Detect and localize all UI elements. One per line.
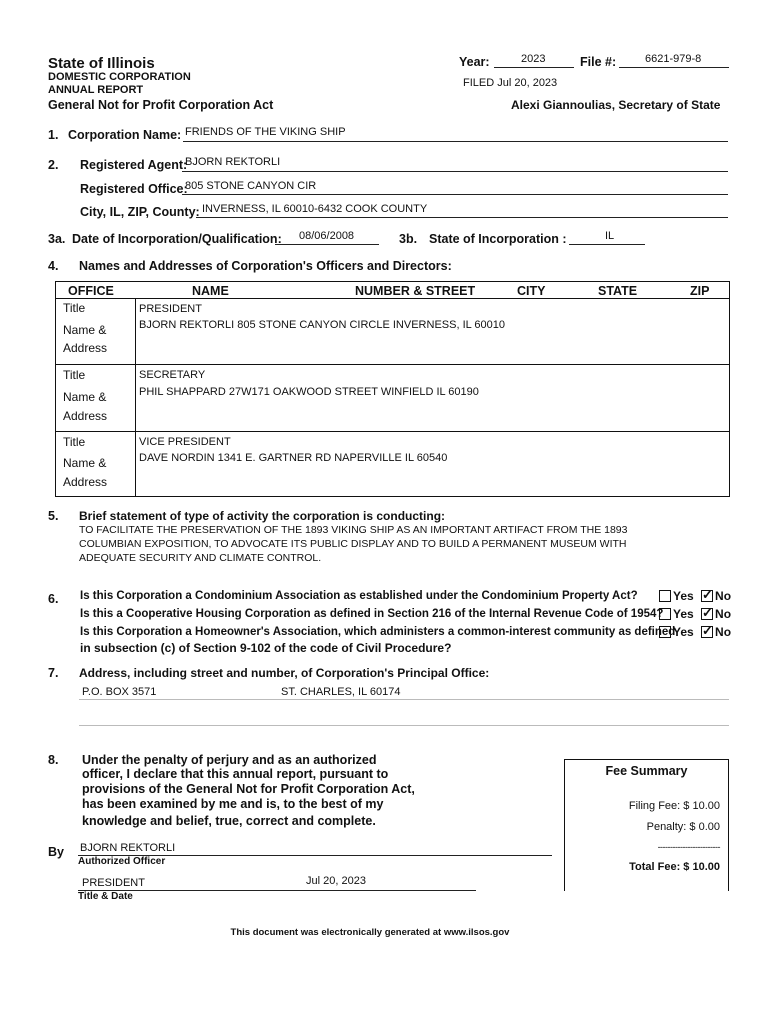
- col-name: NAME: [192, 284, 229, 298]
- answer-condo: [655, 589, 731, 603]
- fee-divider: -------------------------: [657, 842, 720, 852]
- officer-name-label: Name &: [63, 323, 107, 337]
- fee-summary-title: Fee Summary: [605, 764, 688, 778]
- secretary-of-state: Alexi Giannoulias, Secretary of State: [511, 98, 721, 112]
- declaration-line1: Under the penalty of perjury and as an authorized: [82, 753, 377, 767]
- activity-line2: COLUMBIAN EXPOSITION, TO ADVOCATE ITS PUBLIC DISPLAY AND TO BUILD A PERMANENT MUSEUM WITH: [79, 538, 627, 550]
- by-label: By: [48, 845, 64, 859]
- office-label: Registered Office:: [80, 182, 188, 196]
- no-label: No: [715, 625, 732, 639]
- total-fee: Total Fee: $ 10.00: [629, 861, 720, 873]
- officers-row-line: [136, 298, 730, 299]
- officers-row-line: [55, 298, 136, 299]
- principal-city: ST. CHARLES, IL 60174: [281, 686, 401, 698]
- activity-label: Brief statement of type of activity the corporation is conducting:: [79, 509, 446, 523]
- corp-name-value: FRIENDS OF THE VIKING SHIP: [185, 126, 346, 138]
- incorp-date-value: 08/06/2008: [299, 230, 355, 242]
- incorp-state-label: State of Incorporation :: [429, 232, 567, 246]
- item-5-number: 5.: [48, 509, 59, 523]
- col-zip: ZIP: [690, 284, 710, 298]
- officer-title: PRESIDENT: [82, 877, 145, 889]
- corp-name-label: Corporation Name:: [68, 128, 182, 142]
- officer-title-value: SECRETARY: [139, 369, 206, 381]
- question-hoa-1: Is this Corporation a Homeowner's Association, which administers a common-interest community as defined: [80, 626, 676, 638]
- filed-stamp: FILED Jul 20, 2023: [463, 77, 558, 89]
- principal-line: [79, 699, 729, 700]
- no-label: No: [715, 607, 732, 621]
- officer-detail-value: BJORN REKTORLI 805 STONE CANYON CIRCLE INVERNESS, IL 60010: [139, 319, 505, 331]
- authorized-officer-caption: Authorized Officer: [78, 856, 166, 867]
- no-checkbox[interactable]: [701, 590, 713, 602]
- officer-title-value: VICE PRESIDENT: [139, 436, 231, 448]
- agent-label: Registered Agent:: [80, 158, 188, 172]
- incorp-state-line: [569, 244, 645, 245]
- yes-label: Yes: [673, 607, 694, 621]
- yes-label: Yes: [673, 625, 694, 639]
- item-8-number: 8.: [48, 753, 59, 767]
- col-state: STATE: [598, 284, 638, 298]
- yes-checkbox[interactable]: [659, 590, 671, 602]
- officer-detail-value: PHIL SHAPPARD 27W171 OAKWOOD STREET WINFIELD IL 60190: [139, 386, 479, 398]
- office-value: 805 STONE CANYON CIR: [185, 180, 317, 192]
- question-condo: Is this Corporation a Condominium Association as established under the Condominium Property Act?: [80, 590, 638, 602]
- officer-title-label: Title: [63, 435, 86, 449]
- no-label: No: [715, 589, 732, 603]
- filing-fee: Filing Fee: $ 10.00: [628, 800, 720, 812]
- principal-label: Address, including street and number, of Corporation's Principal Office:: [79, 666, 490, 680]
- year-label: Year:: [459, 55, 490, 69]
- corp-name-line: [183, 141, 728, 142]
- activity-line3: ADEQUATE SECURITY AND CLIMATE CONTROL.: [79, 552, 322, 564]
- answer-coop: [655, 607, 731, 621]
- officers-title: Names and Addresses of Corporation's Officers and Directors:: [79, 259, 452, 273]
- title-date-line: [78, 890, 476, 891]
- col-city: CITY: [517, 284, 546, 298]
- no-checkbox[interactable]: [701, 626, 713, 638]
- yes-label: Yes: [673, 589, 694, 603]
- act-name: General Not for Profit Corporation Act: [48, 98, 274, 112]
- activity-line1: TO FACILITATE THE PRESERVATION OF THE 1893 VIKING SHIP AS AN IMPORTANT ARTIFACT FROM THE 1893: [79, 524, 628, 536]
- file-line: [619, 67, 729, 68]
- question-coop: Is this a Cooperative Housing Corporation as defined in Section 216 of the Internal Revenue Code of 1954?: [80, 608, 664, 620]
- item-4-number: 4.: [48, 259, 59, 273]
- officer-title-label: Title: [63, 301, 86, 315]
- year-value: 2023: [521, 53, 546, 65]
- incorp-date-label: Date of Incorporation/Qualification:: [72, 232, 282, 246]
- officer-address-label: Address: [63, 475, 108, 489]
- title-date-caption: Title & Date: [78, 891, 133, 902]
- footer-note: This document was electronically generated at www.ilsos.gov: [230, 927, 510, 938]
- yes-checkbox[interactable]: [659, 608, 671, 620]
- signature-date: Jul 20, 2023: [306, 875, 366, 887]
- officers-col-divider: [135, 298, 136, 497]
- file-label: File #:: [580, 55, 617, 69]
- declaration-line2: officer, I declare that this annual report, pursuant to: [82, 767, 389, 781]
- authorized-officer-name: BJORN REKTORLI: [80, 842, 176, 854]
- incorp-state-value: IL: [605, 230, 615, 242]
- state-title: State of Illinois: [48, 55, 155, 72]
- principal-street: P.O. BOX 3571: [82, 686, 157, 698]
- officers-row-line: [55, 431, 730, 432]
- report-type-line1: DOMESTIC CORPORATION: [48, 71, 191, 83]
- yes-checkbox[interactable]: [659, 626, 671, 638]
- principal-line-2: [79, 725, 729, 726]
- item-1-number: 1.: [48, 128, 59, 142]
- city-label: City, IL, ZIP, County:: [80, 205, 200, 219]
- item-3b-number: 3b.: [399, 232, 418, 246]
- no-checkbox[interactable]: [701, 608, 713, 620]
- officer-name-label: Name &: [63, 456, 107, 470]
- agent-value: BJORN REKTORLI: [185, 156, 281, 168]
- report-type-line2: ANNUAL REPORT: [48, 84, 144, 96]
- city-line: [196, 217, 728, 218]
- col-street: NUMBER & STREET: [355, 284, 476, 298]
- officers-row-line: [55, 364, 730, 365]
- officer-name-label: Name &: [63, 390, 107, 404]
- officer-title-label: Title: [63, 368, 86, 382]
- officer-address-label: Address: [63, 409, 108, 423]
- office-line: [182, 194, 728, 195]
- incorp-date-line: [275, 244, 379, 245]
- file-number: 6621-979-8: [645, 53, 702, 65]
- officer-detail-value: DAVE NORDIN 1341 E. GARTNER RD NAPERVILLE IL 60540: [139, 452, 448, 464]
- officer-address-label: Address: [63, 341, 108, 355]
- item-7-number: 7.: [48, 666, 59, 680]
- city-value: INVERNESS, IL 60010-6432 COOK COUNTY: [202, 203, 428, 215]
- agent-line: [182, 171, 728, 172]
- question-hoa-2: in subsection (c) of Section 9-102 of the code of Civil Procedure?: [80, 641, 452, 655]
- declaration-line4: has been examined by me and is, to the best of my: [82, 797, 384, 811]
- item-2-number: 2.: [48, 158, 59, 172]
- col-office: OFFICE: [68, 284, 114, 298]
- declaration-line3: provisions of the General Not for Profit Corporation Act,: [82, 782, 415, 796]
- item-3a-number: 3a.: [48, 232, 66, 246]
- declaration-line5: knowledge and belief, true, correct and complete.: [82, 814, 376, 828]
- officer-title-value: PRESIDENT: [139, 303, 202, 315]
- answer-hoa: [655, 625, 731, 639]
- year-line: [494, 67, 574, 68]
- penalty-fee: Penalty: $ 0.00: [646, 821, 720, 833]
- item-6-number: 6.: [48, 592, 59, 606]
